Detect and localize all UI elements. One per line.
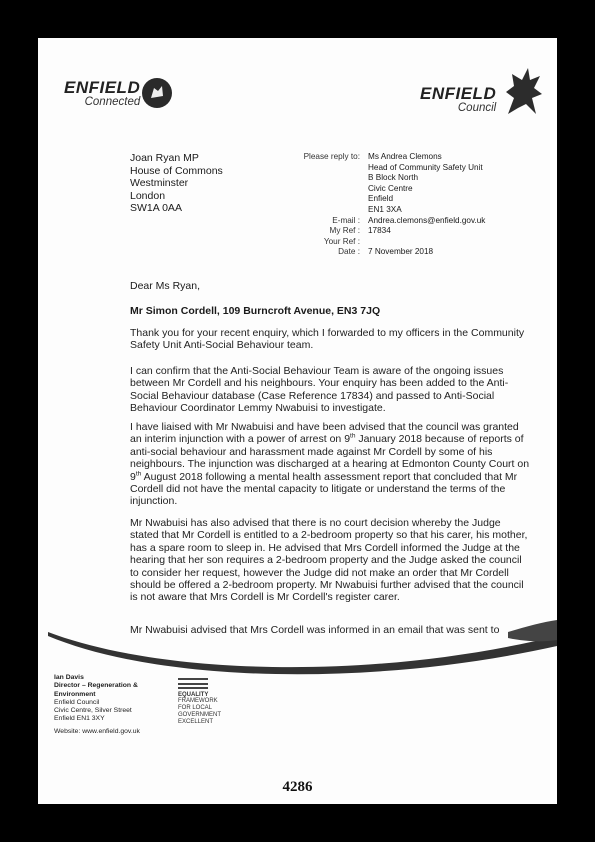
reply-block [270, 152, 485, 258]
my-ref-label: My Ref : [329, 226, 360, 236]
subject-line: Mr Simon Cordell, 109 Burncroft Avenue, EN3 7JQ [130, 305, 381, 317]
footer-name: Ian Davis [54, 674, 84, 681]
footer-address: Civic Centre, Silver Street [54, 707, 132, 715]
equality-line: FOR LOCAL [178, 705, 213, 712]
equality-bars-icon [178, 678, 221, 689]
footer-title: Director – Regeneration & [54, 682, 138, 690]
equality-line: EXCELLENT [178, 718, 214, 725]
enfield-council-logo [420, 84, 496, 114]
contact-line: Civic Centre [368, 183, 413, 193]
recipient-line: London [130, 189, 166, 202]
email-label: E-mail : [332, 215, 360, 225]
dragon-emblem-icon [500, 64, 544, 123]
please-reply-label: Please reply to: [303, 152, 360, 161]
footer-title: Environment [54, 690, 96, 698]
footer-swoosh-icon [38, 612, 557, 682]
left-logo-name: ENFIELD [64, 78, 141, 97]
paragraph-5: Mr Nwabuisi advised that Mrs Cordell was informed in an email that was sent to [130, 624, 500, 636]
date-label: Date : [338, 247, 360, 257]
date-value: 7 November 2018 [368, 247, 434, 257]
footer-contact [54, 674, 140, 736]
page-number: 4286 [282, 779, 313, 795]
recipient-line: Westminster [130, 177, 189, 189]
paragraph-1: Thank you for your recent enquiry, which I forwarded to my officers in the Community Safety Unit Anti-Social Behaviour team. [130, 327, 525, 352]
email-link[interactable]: Andrea.clemons@enfield.gov.uk [368, 215, 486, 225]
recipient-line: House of Commons [130, 164, 223, 177]
equality-line: GOVERNMENT [178, 711, 222, 718]
crest-icon [142, 78, 172, 108]
paragraph-2: I can confirm that the Anti-Social Behaviour Team is aware of the ongoing issues between Mr Cordell and his neighbours. Your enquiry has been added to the Anti-Social Behaviour database (Case Reference 17834) and passed to Anti-Social Behaviour Coordinator Lemmy Nwabuisi to investigate. [130, 365, 509, 415]
enfield-connected-logo [64, 78, 140, 108]
footer-address: Enfield EN1 3XY [54, 715, 105, 723]
letter-page [38, 38, 557, 804]
my-ref-value: 17834 [368, 226, 391, 236]
contact-line: EN1 3XA [368, 204, 402, 214]
recipient-line: SW1A 0AA [130, 202, 182, 214]
recipient-line: Joan Ryan MP [130, 152, 199, 164]
footer-website[interactable]: Website: www.enfield.gov.uk [54, 727, 140, 735]
left-logo-tagline: Connected [84, 96, 141, 108]
your-ref-label: Your Ref : [323, 236, 360, 246]
salutation: Dear Ms Ryan, [130, 280, 201, 292]
contact-line: Enfield [368, 194, 394, 204]
contact-line: B Block North [368, 173, 419, 183]
contact-line: Ms Andrea Clemons [368, 152, 442, 161]
right-logo-name: ENFIELD [420, 84, 497, 103]
contact-line: Head of Community Safety Unit [368, 162, 483, 172]
equality-line: EQUALITY [178, 691, 209, 698]
equality-line: FRAMEWORK [178, 698, 218, 705]
paragraph-4: Mr Nwabuisi has also advised that there is no court decision whereby the Judge stated that Mr Cordell is entitled to a 2-bedroom property so that his carer, his mother, has a spare room to sleep in. He advised that Mrs Cordell informed the Judge at the hearing that her son requires a 2-bedroom property and the Judge asked the council to consider her request, however the Judge did not make an order that Mr Cordell should be offered a 2-bedroom property. Mr Nwabuisi further advised that the council is not aware that Mrs Cordell is Mr Cordell's register carer. [130, 517, 528, 604]
equality-framework-badge [178, 678, 221, 725]
footer-org: Enfield Council [54, 698, 100, 706]
recipient-address [130, 152, 223, 215]
paragraph-3: I have liaised with Mr Nwabuisi and have been advised that the council was granted an interim injunction with a power of arrest on 9th January 2018 because of reports of anti-social behaviour and harassment made against Mr Cordell by some of his neighbours. The injunction was discharged at a hearing at Edmonton County Court on 9th August 2018 following a mental health assessment report that concluded that Mr Cordell did not have the mental capacity to litigate or understand the terms of the injunction. [130, 421, 530, 508]
right-logo-tagline: Council [457, 102, 497, 114]
